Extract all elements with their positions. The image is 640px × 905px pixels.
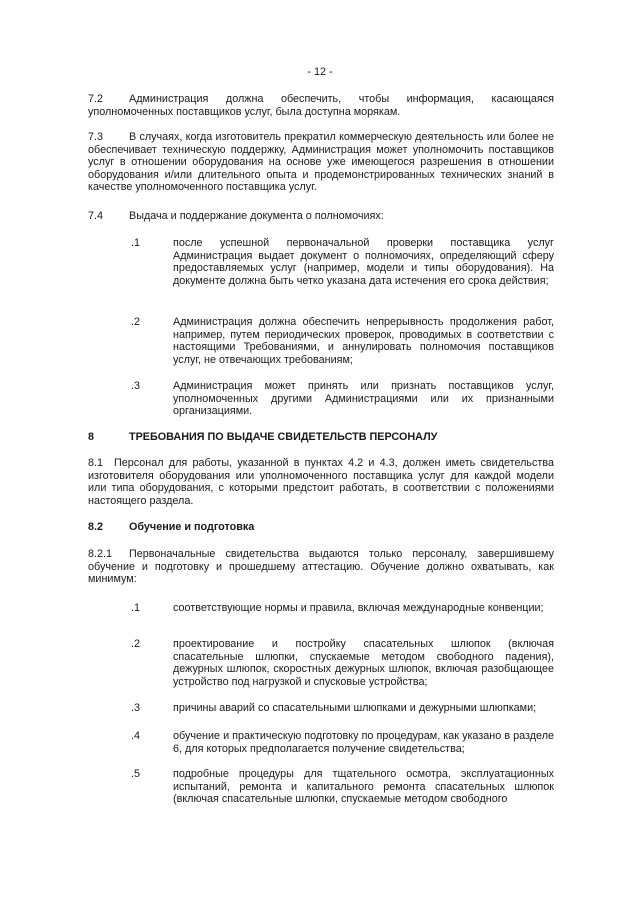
list-item-number: .1 [131, 237, 141, 249]
list-item-number: .1 [131, 602, 141, 614]
list-item-text: Администрация может принять или признать поставщиков услуг, уполномоченных другими Администрациями или их признанными организациями. [173, 380, 554, 418]
paragraph-number: 8.2.1 [88, 548, 113, 560]
list-item-number: .3 [131, 380, 141, 392]
list-item-text: проектирование и постройку спасательных шлюпок (включая спасательные шлюпки, спускаемые методом свободного падения), дежурных шлюпок, скоростных дежурных шлюпок, включая разобщающее устройство под нагрузкой и спусковые устройства; [173, 638, 554, 688]
paragraph-7-2-text: Администрация должна обеспечить, чтобы информация, касающаяся уполномоченных поставщиков услуг, была доступна морякам. [88, 93, 554, 118]
list-item-number: .3 [131, 702, 141, 714]
subsection-title: Обучение и подготовка [129, 521, 255, 533]
paragraph-number: 7.3 [88, 131, 104, 143]
list-item-text: Администрация должна обеспечить непрерывность продолжения работ, например, путем периодических проверок, проводимых в соответствии с настоящими Требованиями, и аннулировать полномочия поставщиков услуг, не отвечающих требованиям; [173, 316, 554, 366]
paragraph-number: 8.1 [88, 457, 104, 469]
section-number: 8 [88, 431, 95, 443]
paragraph-7-4-text: Выдача и поддержание документа о полномочиях: [129, 210, 384, 222]
paragraph-number: 7.2 [88, 93, 104, 105]
list-item-number: .2 [131, 638, 141, 650]
list-item-number: .5 [131, 768, 141, 780]
paragraph-number: 7.4 [88, 210, 104, 222]
section-title: ТРЕБОВАНИЯ ПО ВЫДАЧЕ СВИДЕТЕЛЬСТВ ПЕРСОНАЛУ [129, 431, 438, 443]
list-item-text: причины аварий со спасательными шлюпками и дежурными шлюпками; [173, 702, 537, 714]
paragraph-7-3-text: В случаях, когда изготовитель прекратил коммерческую деятельность или более не обеспечивает техническую поддержку, Администрация может уполномочить поставщиков услуг в отношении оборудования на основе уже имеющегося разрешения в отношении оборудования и/или длительного опыта и продемонстрированных технических знаний в качестве уполномоченного поставщика услуг. [88, 131, 554, 194]
list-item-text: обучение и практическую подготовку по процедурам, как указано в разделе 6, для которых предполагается получение свидетельства; [173, 730, 554, 755]
page-number: - 12 - [307, 66, 333, 78]
subsection-number: 8.2 [88, 521, 104, 533]
paragraph-8-1-text: Персонал для работы, указанной в пунктах 4.2 и 4.3, должен иметь свидетельства изготовителя оборудования или уполномоченного поставщика услуг для каждой модели или типа оборудования, с которыми предстоит работать, в соответствии с положениями настоящего раздела. [88, 457, 554, 507]
list-item-text: подробные процедуры для тщательного осмотра, эксплуатационных испытаний, ремонта и капитального ремонта спасательных шлюпок (включая спасательные шлюпки, спускаемые методом свободного [173, 768, 554, 806]
list-item-number: .4 [131, 730, 141, 742]
paragraph-8-2-1-text: Первоначальные свидетельства выдаются только персоналу, завершившему обучение и подготовку и прошедшему аттестацию. Обучение должно охватывать, как минимум: [88, 548, 554, 586]
list-item-number: .2 [131, 316, 141, 328]
list-item-text: соответствующие нормы и правила, включая международные конвенции; [173, 602, 544, 614]
list-item-text: после успешной первоначальной проверки поставщика услуг Администрация выдает документ о полномочиях, определяющий сферу предоставляемых услуг (например, модели и типы оборудования). На документе должна быть четко указана дата истечения его срока действия; [173, 237, 554, 287]
